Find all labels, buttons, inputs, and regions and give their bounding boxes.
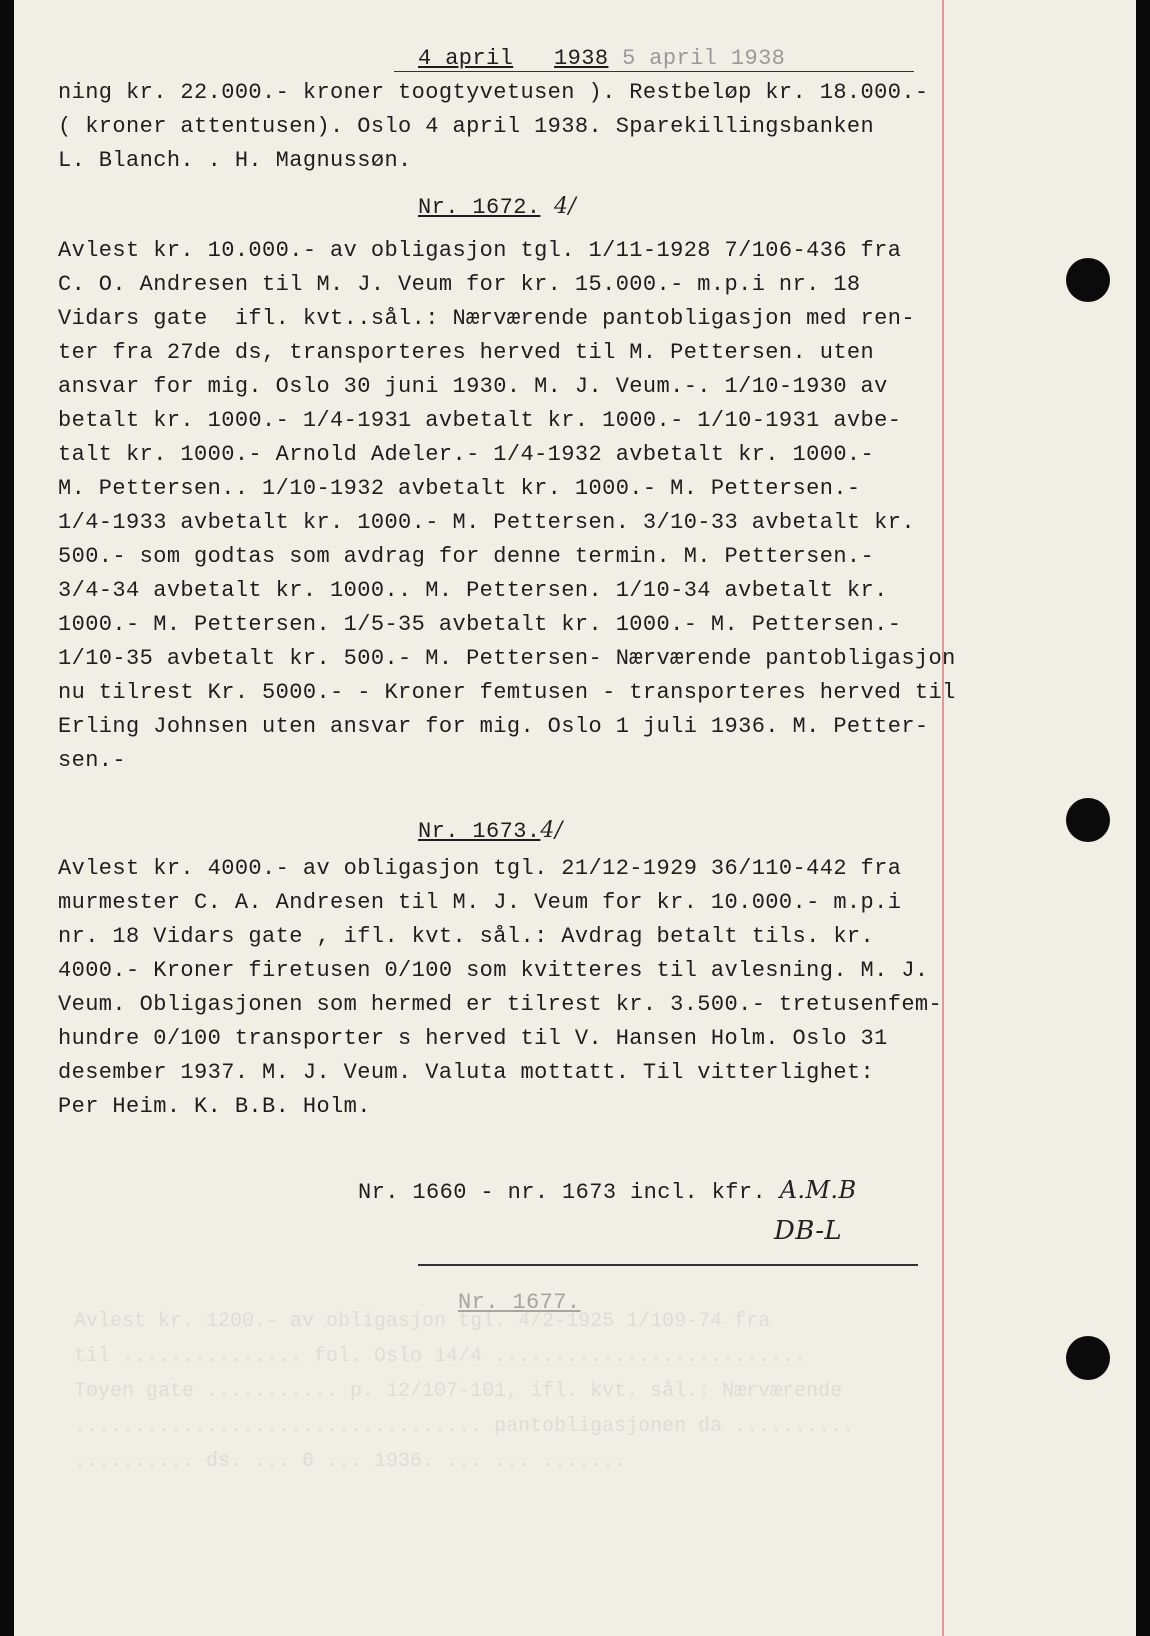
entry-line: nr. 18 Vidars gate , ifl. kvt. sål.: Avdrag betalt tils. kr. bbox=[58, 924, 875, 949]
entry-line: Avlest kr. 10.000.- av obligasjon tgl. 1/11-1928 7/106-436 fra bbox=[58, 238, 902, 263]
entry-line: betalt kr. 1000.- 1/4-1931 avbetalt kr. 1000.- 1/10-1931 avbe- bbox=[58, 408, 902, 433]
entry-line: Per Heim. K. B.B. Holm. bbox=[58, 1094, 371, 1119]
entry-line: 3/4-34 avbetalt kr. 1000.. M. Pettersen. 1/10-34 avbetalt kr. bbox=[58, 578, 888, 603]
entry-line: murmester C. A. Andresen til M. J. Veum for kr. 10.000.- m.p.i bbox=[58, 890, 902, 915]
entry-number-1672 bbox=[418, 194, 576, 220]
entry-line: 1/4-1933 avbetalt kr. 1000.- M. Pettersen. 3/10-33 avbetalt kr. bbox=[58, 510, 915, 535]
document-page bbox=[14, 0, 1136, 1636]
entry-line: C. O. Andresen til M. J. Veum for kr. 15.000.- m.p.i nr. 18 bbox=[58, 272, 861, 297]
entry-number-text: Nr. 1673. bbox=[418, 819, 541, 844]
entry-line: talt kr. 1000.- Arnold Adeler.- 1/4-1932 avbetalt kr. 1000.- bbox=[58, 442, 875, 467]
binder-hole bbox=[1066, 798, 1110, 842]
separator-rule bbox=[418, 1264, 918, 1266]
header-date-right: 5 april 1938 bbox=[622, 46, 786, 71]
header-date-left: 4 april bbox=[418, 46, 514, 71]
header-year-left: 1938 bbox=[554, 46, 609, 71]
margin-line bbox=[942, 0, 944, 1636]
header-rule bbox=[394, 71, 914, 72]
binder-hole bbox=[1066, 258, 1110, 302]
binder-hole bbox=[1066, 1336, 1110, 1380]
checkmark-annotation: 4/ bbox=[540, 818, 563, 843]
intro-line: ( kroner attentusen). Oslo 4 april 1938. Sparekillingsbanken bbox=[58, 114, 875, 139]
entry-line: 1/10-35 avbetalt kr. 500.- M. Pettersen- Nærværende pantobligasjon bbox=[58, 646, 956, 671]
bleed-through-text: .......... ds. ... 6 ... 1936. ... ... ....... bbox=[74, 1450, 627, 1473]
entry-line: sen.- bbox=[58, 748, 127, 773]
entry-number-1673 bbox=[418, 818, 563, 844]
entry-line: desember 1937. M. J. Veum. Valuta mottatt. Til vitterlighet: bbox=[58, 1060, 875, 1085]
entry-line: ansvar for mig. Oslo 30 juni 1930. M. J. Veum.-. 1/10-1930 av bbox=[58, 374, 888, 399]
bleed-through-text: til ............... fol. Oslo 14/4 .......................... bbox=[74, 1345, 807, 1368]
summary-line bbox=[358, 1176, 857, 1205]
entry-number-text: Nr. 1672. bbox=[418, 195, 541, 220]
entry-line: 1000.- M. Pettersen. 1/5-35 avbetalt kr. 1000.- M. Pettersen.- bbox=[58, 612, 902, 637]
bleed-through-text: .................................. pantobligasjonen da .......... bbox=[74, 1415, 855, 1438]
intro-line: ning kr. 22.000.- kroner toogtyvetusen ). Restbeløp kr. 18.000.- bbox=[58, 80, 929, 105]
summary-initials-2: DB-L bbox=[774, 1216, 843, 1246]
intro-line: L. Blanch. . H. Magnussøn. bbox=[58, 148, 412, 173]
entry-line: M. Pettersen.. 1/10-1932 avbetalt kr. 1000.- M. Pettersen.- bbox=[58, 476, 861, 501]
entry-line: hundre 0/100 transporter s herved til V. Hansen Holm. Oslo 31 bbox=[58, 1026, 888, 1051]
entry-line: Veum. Obligasjonen som hermed er tilrest kr. 3.500.- tretusenfem- bbox=[58, 992, 943, 1017]
next-entry-number: Nr. 1677. bbox=[458, 1290, 581, 1315]
summary-text: Nr. 1660 - nr. 1673 incl. kfr. bbox=[358, 1180, 767, 1205]
entry-line: 500.- som godtas som avdrag for denne termin. M. Pettersen.- bbox=[58, 544, 875, 569]
header-date bbox=[418, 46, 785, 71]
entry-line: ter fra 27de ds, transporteres herved til M. Pettersen. uten bbox=[58, 340, 875, 365]
entry-line: nu tilrest Kr. 5000.- - Kroner femtusen - transporteres herved til bbox=[58, 680, 956, 705]
bleed-through-text: Tøyen gate ........... p. 12/107-101, ifl. kvt. sål.: Nærværende bbox=[74, 1380, 843, 1403]
bleed-through-text: Avlest kr. 1200.- av obligasjon tgl. 4/2-1925 1/109-74 fra bbox=[74, 1310, 771, 1333]
entry-line: Vidars gate ifl. kvt..sål.: Nærværende pantobligasjon med ren- bbox=[58, 306, 915, 331]
entry-line: Erling Johnsen uten ansvar for mig. Oslo 1 juli 1936. M. Petter- bbox=[58, 714, 929, 739]
summary-initials: A.M.B bbox=[779, 1176, 857, 1204]
checkmark-annotation: 4/ bbox=[554, 194, 577, 219]
entry-line: Avlest kr. 4000.- av obligasjon tgl. 21/12-1929 36/110-442 fra bbox=[58, 856, 902, 881]
entry-line: 4000.- Kroner firetusen 0/100 som kvitteres til avlesning. M. J. bbox=[58, 958, 929, 983]
